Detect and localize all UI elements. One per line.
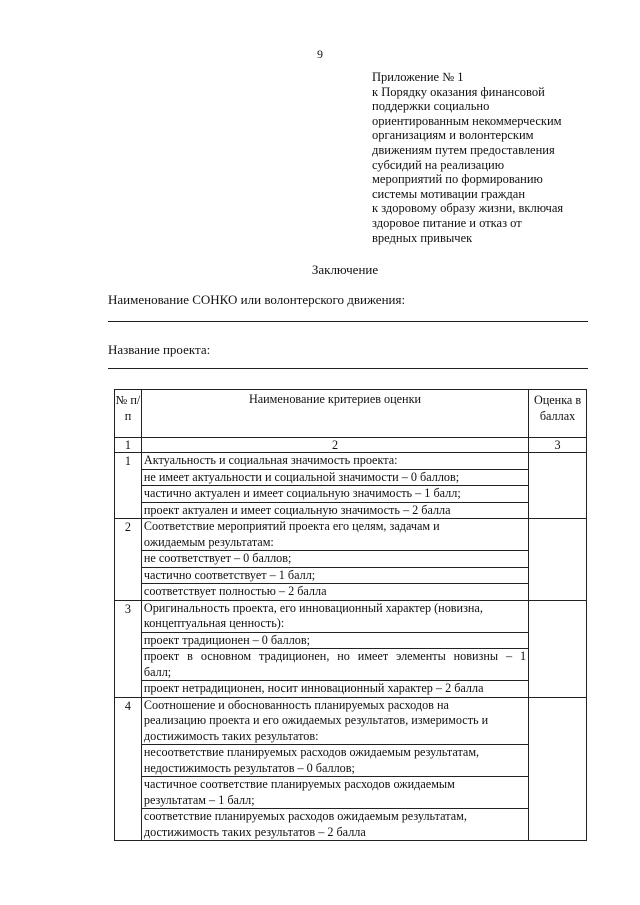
- table-row: [115, 519, 587, 601]
- appendix-line: ориентированным некоммерческим: [372, 113, 562, 128]
- criteria-line: проект актуален и имеет социальную значимость – 2 балла: [143, 502, 451, 517]
- appendix-note: [372, 70, 612, 245]
- index-cell: 2: [141, 438, 528, 453]
- criteria-line: достижимость таких результатов – 2 балла: [143, 824, 366, 839]
- criteria-line: ожидаемым результатам:: [142, 535, 528, 552]
- header-num: № п/п: [115, 390, 142, 438]
- index-cell: 3: [529, 438, 587, 453]
- appendix-line: здоровое питание и отказ от: [372, 215, 522, 230]
- criteria-line: недостижимость результатов – 0 баллов;: [142, 761, 528, 778]
- score-cell[interactable]: [529, 600, 587, 697]
- criteria-line: частично актуален и имеет социальную значимость – 1 балл;: [142, 486, 528, 503]
- appendix-line: вредных привычек: [372, 230, 473, 245]
- org-name-label: Наименование СОНКО или волонтерского движения:: [108, 292, 406, 307]
- index-cell: 1: [115, 438, 142, 453]
- criteria-cell: [141, 697, 528, 841]
- appendix-line: к здоровому образу жизни, включая: [372, 201, 564, 216]
- criteria-line: соответствие планируемых расходов ожидаемым результатам,: [143, 809, 467, 823]
- criteria-line: концептуальная ценность):: [142, 616, 528, 633]
- score-cell[interactable]: [529, 697, 587, 841]
- appendix-line: мероприятий по формированию: [372, 172, 543, 187]
- appendix-line: Приложение № 1: [372, 70, 464, 84]
- appendix-line: к Порядку оказания финансовой: [372, 84, 545, 99]
- org-name-line: [108, 321, 588, 322]
- header-score: Оценка в баллах: [529, 390, 587, 438]
- criteria-line: частичное соответствие планируемых расходов ожидаемым: [143, 777, 455, 791]
- row-number: 4: [115, 697, 142, 841]
- table-index-row: [115, 438, 587, 453]
- page-number: 9: [317, 47, 323, 61]
- table-row: [115, 600, 587, 697]
- project-name-line: [108, 368, 588, 369]
- criteria-table: [114, 389, 587, 841]
- criteria-line: несоответствие планируемых расходов ожидаемым результатам,: [143, 745, 480, 759]
- criteria-line: не имеет актуальности и социальной значимости – 0 баллов;: [142, 470, 528, 487]
- header-criteria: Наименование критериев оценки: [141, 390, 528, 438]
- table-header-row: [115, 390, 587, 438]
- score-cell[interactable]: [529, 453, 587, 519]
- appendix-line: субсидий на реализацию: [372, 157, 505, 172]
- table-row: [115, 453, 587, 519]
- criteria-line: Оригинальность проекта, его инновационный характер (новизна,: [143, 600, 483, 615]
- criteria-line: частично соответствует – 1 балл;: [142, 568, 528, 585]
- criteria-line: не соответствует – 0 баллов;: [142, 551, 528, 568]
- appendix-line: организациям и волонтерским: [372, 128, 534, 143]
- criteria-line: результатам – 1 балл;: [142, 793, 528, 810]
- criteria-line: соответствует полностью – 2 балла: [143, 584, 327, 598]
- criteria-cell: [141, 519, 528, 601]
- criteria-cell: [141, 600, 528, 697]
- criteria-line: проект традиционен – 0 баллов;: [142, 633, 528, 650]
- score-cell[interactable]: [529, 519, 587, 601]
- row-number: 1: [115, 453, 142, 519]
- criteria-line: Соотношение и обоснованность планируемых расходов на: [143, 697, 449, 712]
- appendix-line: системы мотивации граждан: [372, 186, 526, 201]
- criteria-line: достижимость таких результатов:: [142, 729, 528, 746]
- criteria-line: балл;: [142, 665, 528, 682]
- criteria-line: Соответствие мероприятий проекта его целям, задачам и: [143, 519, 440, 533]
- criteria-line: проект в основном традиционен, но имеет элементы новизны – 1: [143, 649, 527, 663]
- criteria-cell: [141, 453, 528, 519]
- table-row: [115, 697, 587, 841]
- criteria-line: Актуальность и социальная значимость проекта:: [142, 453, 528, 470]
- document-title: Заключение: [311, 262, 379, 277]
- criteria-line: реализацию проекта и его ожидаемых результатов, измеримость и: [143, 713, 489, 727]
- criteria-line: проект нетрадиционен, носит инновационный характер – 2 балла: [143, 681, 484, 695]
- row-number: 3: [115, 600, 142, 697]
- appendix-line: движениям путем предоставления: [372, 142, 555, 157]
- project-name-label: Название проекта:: [108, 342, 211, 357]
- row-number: 2: [115, 519, 142, 601]
- appendix-line: поддержки социально: [372, 99, 490, 114]
